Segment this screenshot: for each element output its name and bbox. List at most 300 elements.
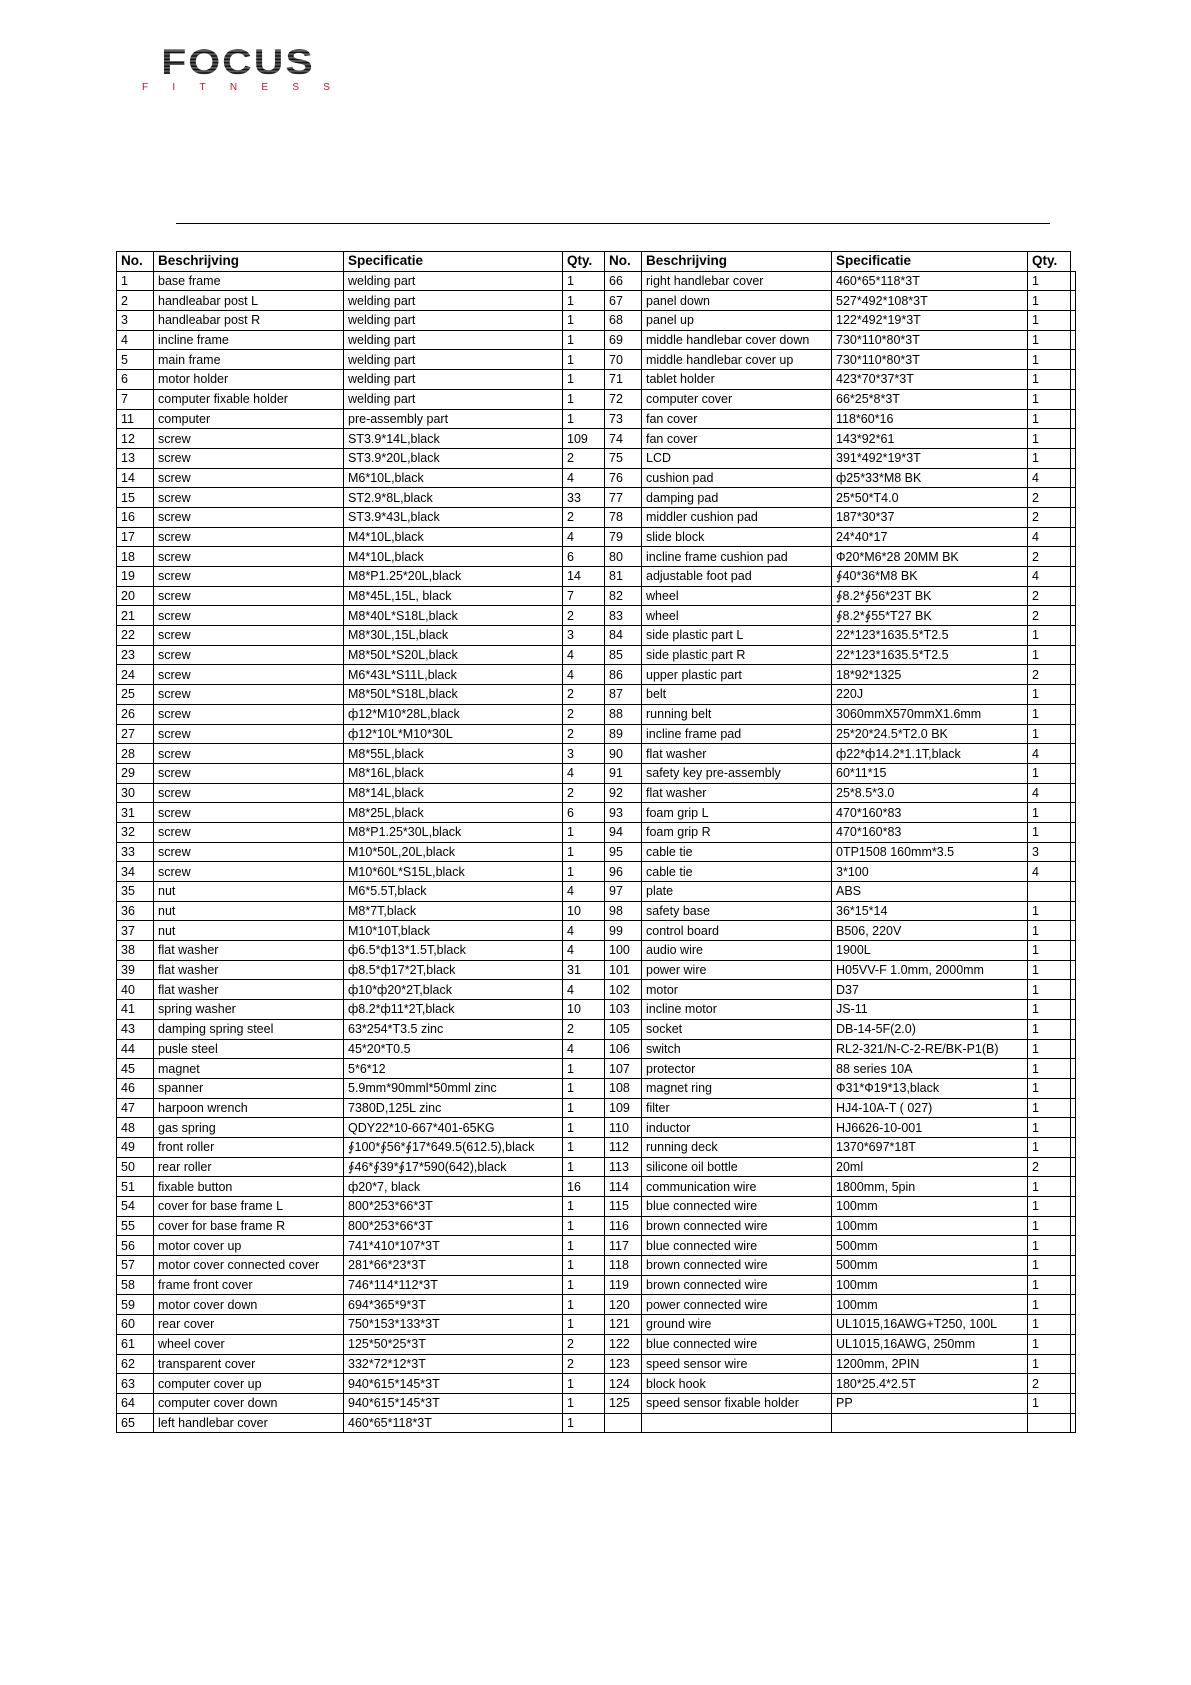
part-number: 56 bbox=[117, 1236, 154, 1256]
part-number: 105 bbox=[605, 1019, 642, 1039]
part-specification: ST3.9*14L,black bbox=[344, 429, 563, 449]
part-description: pusle steel bbox=[154, 1039, 344, 1059]
part-quantity: 1 bbox=[563, 1137, 605, 1157]
table-row bbox=[117, 1275, 1076, 1295]
part-quantity: 109 bbox=[563, 429, 605, 449]
part-quantity: 4 bbox=[1028, 783, 1071, 803]
part-description: main frame bbox=[154, 350, 344, 370]
part-quantity: 2 bbox=[1028, 1374, 1071, 1394]
part-number: 4 bbox=[117, 330, 154, 350]
part-number: 17 bbox=[117, 527, 154, 547]
table-row bbox=[117, 1177, 1076, 1197]
part-number: 39 bbox=[117, 960, 154, 980]
brand-logo bbox=[142, 40, 334, 93]
part-specification: ф8.5*ф17*2T,black bbox=[344, 960, 563, 980]
table-edge bbox=[1071, 980, 1076, 1000]
table-edge bbox=[1071, 1019, 1076, 1039]
part-quantity: 1 bbox=[1028, 685, 1071, 705]
part-number: 50 bbox=[117, 1157, 154, 1177]
part-specification: 500mm bbox=[832, 1236, 1028, 1256]
part-specification: Ф31*Ф19*13,black bbox=[832, 1078, 1028, 1098]
table-row bbox=[117, 311, 1076, 331]
part-description: screw bbox=[154, 744, 344, 764]
part-description: blue connected wire bbox=[642, 1197, 832, 1217]
part-number: 69 bbox=[605, 330, 642, 350]
part-description: screw bbox=[154, 645, 344, 665]
part-quantity: 1 bbox=[563, 311, 605, 331]
table-row bbox=[117, 370, 1076, 390]
part-quantity: 1 bbox=[1028, 389, 1071, 409]
part-quantity: 2 bbox=[563, 448, 605, 468]
table-edge bbox=[1071, 842, 1076, 862]
part-number: 47 bbox=[117, 1098, 154, 1118]
part-specification: ST3.9*43L,black bbox=[344, 507, 563, 527]
part-specification: welding part bbox=[344, 311, 563, 331]
part-number: 40 bbox=[117, 980, 154, 1000]
part-specification: 125*50*25*3T bbox=[344, 1334, 563, 1354]
part-description: damping pad bbox=[642, 488, 832, 508]
table-edge bbox=[1071, 941, 1076, 961]
part-quantity: 4 bbox=[563, 645, 605, 665]
part-description: side plastic part L bbox=[642, 626, 832, 646]
part-specification: 746*114*112*3T bbox=[344, 1275, 563, 1295]
part-number: 83 bbox=[605, 606, 642, 626]
part-specification: M10*50L,20L,black bbox=[344, 842, 563, 862]
part-specification: 100mm bbox=[832, 1275, 1028, 1295]
part-description: belt bbox=[642, 685, 832, 705]
table-edge bbox=[1071, 468, 1076, 488]
table-row bbox=[117, 507, 1076, 527]
part-description: frame front cover bbox=[154, 1275, 344, 1295]
part-description: right handlebar cover bbox=[642, 271, 832, 291]
part-description: rear cover bbox=[154, 1315, 344, 1335]
part-number: 58 bbox=[117, 1275, 154, 1295]
part-quantity: 1 bbox=[1028, 1393, 1071, 1413]
table-row bbox=[117, 921, 1076, 941]
table-row bbox=[117, 1059, 1076, 1079]
part-number: 66 bbox=[605, 271, 642, 291]
table-row bbox=[117, 448, 1076, 468]
logo-letter: T bbox=[199, 82, 206, 93]
part-quantity: 16 bbox=[563, 1177, 605, 1197]
part-description: computer cover down bbox=[154, 1393, 344, 1413]
part-description: motor holder bbox=[154, 370, 344, 390]
part-quantity: 1 bbox=[1028, 763, 1071, 783]
part-number: 16 bbox=[117, 507, 154, 527]
part-description: block hook bbox=[642, 1374, 832, 1394]
part-quantity: 4 bbox=[1028, 468, 1071, 488]
part-number: 68 bbox=[605, 311, 642, 331]
part-number: 102 bbox=[605, 980, 642, 1000]
part-specification: H05VV-F 1.0mm, 2000mm bbox=[832, 960, 1028, 980]
part-number: 44 bbox=[117, 1039, 154, 1059]
part-quantity: 3 bbox=[563, 744, 605, 764]
part-number: 29 bbox=[117, 763, 154, 783]
logo-letter: S bbox=[323, 82, 330, 93]
table-edge bbox=[1071, 645, 1076, 665]
part-description: cable tie bbox=[642, 862, 832, 882]
part-quantity: 4 bbox=[563, 468, 605, 488]
part-specification: 741*410*107*3T bbox=[344, 1236, 563, 1256]
table-edge bbox=[1071, 606, 1076, 626]
part-number: 84 bbox=[605, 626, 642, 646]
table-row bbox=[117, 291, 1076, 311]
part-specification: 460*65*118*3T bbox=[344, 1413, 563, 1433]
part-specification: M4*10L,black bbox=[344, 547, 563, 567]
table-row bbox=[117, 409, 1076, 429]
part-number: 2 bbox=[117, 291, 154, 311]
part-number: 32 bbox=[117, 822, 154, 842]
part-description: base frame bbox=[154, 271, 344, 291]
table-edge bbox=[1071, 1039, 1076, 1059]
part-number: 75 bbox=[605, 448, 642, 468]
part-description: wheel cover bbox=[154, 1334, 344, 1354]
part-specification: D37 bbox=[832, 980, 1028, 1000]
table-edge bbox=[1071, 507, 1076, 527]
part-number: 27 bbox=[117, 724, 154, 744]
part-description: safety key pre-assembly bbox=[642, 763, 832, 783]
part-description: handleabar post L bbox=[154, 291, 344, 311]
part-quantity: 1 bbox=[1028, 311, 1071, 331]
part-description: power connected wire bbox=[642, 1295, 832, 1315]
part-description: nut bbox=[154, 901, 344, 921]
part-description: plate bbox=[642, 882, 832, 902]
part-quantity: 2 bbox=[1028, 507, 1071, 527]
part-number: 74 bbox=[605, 429, 642, 449]
table-edge bbox=[1071, 921, 1076, 941]
header-no: No. bbox=[117, 252, 154, 272]
part-specification: pre-assembly part bbox=[344, 409, 563, 429]
part-quantity: 1 bbox=[1028, 1039, 1071, 1059]
part-description: cable tie bbox=[642, 842, 832, 862]
part-quantity: 4 bbox=[563, 527, 605, 547]
part-specification: M8*50L*S20L,black bbox=[344, 645, 563, 665]
part-quantity: 1 bbox=[563, 1256, 605, 1276]
part-description: fan cover bbox=[642, 409, 832, 429]
part-number: 118 bbox=[605, 1256, 642, 1276]
part-description: cushion pad bbox=[642, 468, 832, 488]
part-number: 88 bbox=[605, 704, 642, 724]
part-specification: 118*60*16 bbox=[832, 409, 1028, 429]
part-specification: M8*7T,black bbox=[344, 901, 563, 921]
part-description: screw bbox=[154, 507, 344, 527]
table-edge bbox=[1071, 389, 1076, 409]
part-number: 93 bbox=[605, 803, 642, 823]
part-specification: 24*40*17 bbox=[832, 527, 1028, 547]
table-edge bbox=[1071, 1393, 1076, 1413]
part-description: fan cover bbox=[642, 429, 832, 449]
table-row bbox=[117, 586, 1076, 606]
table-row bbox=[117, 882, 1076, 902]
table-edge bbox=[1071, 862, 1076, 882]
part-specification: 940*615*145*3T bbox=[344, 1393, 563, 1413]
table-edge bbox=[1071, 1078, 1076, 1098]
part-specification: 5*6*12 bbox=[344, 1059, 563, 1079]
part-specification: welding part bbox=[344, 291, 563, 311]
table-row bbox=[117, 1216, 1076, 1236]
part-quantity: 10 bbox=[563, 901, 605, 921]
part-description: cover for base frame L bbox=[154, 1197, 344, 1217]
part-quantity: 1 bbox=[1028, 448, 1071, 468]
part-description: screw bbox=[154, 783, 344, 803]
part-description: screw bbox=[154, 803, 344, 823]
part-number: 116 bbox=[605, 1216, 642, 1236]
part-specification: 122*492*19*3T bbox=[832, 311, 1028, 331]
part-number: 67 bbox=[605, 291, 642, 311]
part-number: 3 bbox=[117, 311, 154, 331]
part-specification: 500mm bbox=[832, 1256, 1028, 1276]
part-description: brown connected wire bbox=[642, 1275, 832, 1295]
table-edge bbox=[1071, 1354, 1076, 1374]
table-edge bbox=[1071, 252, 1076, 272]
part-description: flat washer bbox=[642, 744, 832, 764]
part-number: 46 bbox=[117, 1078, 154, 1098]
fitness-subtitle bbox=[142, 83, 330, 93]
part-number: 23 bbox=[117, 645, 154, 665]
part-number: 99 bbox=[605, 921, 642, 941]
table-row bbox=[117, 547, 1076, 567]
part-number: 21 bbox=[117, 606, 154, 626]
part-quantity: 4 bbox=[1028, 567, 1071, 587]
part-quantity: 1 bbox=[563, 1315, 605, 1335]
part-description: damping spring steel bbox=[154, 1019, 344, 1039]
table-edge bbox=[1071, 803, 1076, 823]
part-quantity: 4 bbox=[563, 665, 605, 685]
part-description: screw bbox=[154, 527, 344, 547]
part-number: 49 bbox=[117, 1137, 154, 1157]
part-quantity: 4 bbox=[1028, 862, 1071, 882]
part-specification: 63*254*T3.5 zinc bbox=[344, 1019, 563, 1039]
part-number: 98 bbox=[605, 901, 642, 921]
header-qty: Qty. bbox=[1028, 252, 1071, 272]
part-specification: 281*66*23*3T bbox=[344, 1256, 563, 1276]
part-specification: 391*492*19*3T bbox=[832, 448, 1028, 468]
part-description: computer fixable holder bbox=[154, 389, 344, 409]
part-quantity bbox=[1028, 1413, 1071, 1433]
part-quantity: 1 bbox=[563, 1078, 605, 1098]
part-specification: 25*20*24.5*T2.0 BK bbox=[832, 724, 1028, 744]
table-edge bbox=[1071, 665, 1076, 685]
part-quantity: 4 bbox=[1028, 744, 1071, 764]
part-specification: M8*30L,15L,black bbox=[344, 626, 563, 646]
part-description: switch bbox=[642, 1039, 832, 1059]
part-description: running deck bbox=[642, 1137, 832, 1157]
part-number: 65 bbox=[117, 1413, 154, 1433]
part-description: screw bbox=[154, 862, 344, 882]
part-description: brown connected wire bbox=[642, 1216, 832, 1236]
part-quantity: 1 bbox=[563, 1413, 605, 1433]
table-row bbox=[117, 626, 1076, 646]
part-number: 76 bbox=[605, 468, 642, 488]
part-quantity bbox=[1028, 882, 1071, 902]
part-quantity: 2 bbox=[563, 606, 605, 626]
table-row bbox=[117, 389, 1076, 409]
table-edge bbox=[1071, 960, 1076, 980]
part-number: 89 bbox=[605, 724, 642, 744]
part-specification: M8*55L,black bbox=[344, 744, 563, 764]
table-row bbox=[117, 527, 1076, 547]
part-number: 100 bbox=[605, 941, 642, 961]
part-specification: M8*P1.25*20L,black bbox=[344, 567, 563, 587]
table-edge bbox=[1071, 882, 1076, 902]
part-specification: ф22*ф14.2*1.1T,black bbox=[832, 744, 1028, 764]
part-number: 34 bbox=[117, 862, 154, 882]
part-quantity: 6 bbox=[563, 547, 605, 567]
table-edge bbox=[1071, 291, 1076, 311]
table-row bbox=[117, 665, 1076, 685]
table-edge bbox=[1071, 429, 1076, 449]
part-specification: 180*25.4*2.5T bbox=[832, 1374, 1028, 1394]
part-quantity: 1 bbox=[1028, 1118, 1071, 1138]
part-specification: 36*15*14 bbox=[832, 901, 1028, 921]
part-description: spring washer bbox=[154, 1000, 344, 1020]
table-edge bbox=[1071, 1275, 1076, 1295]
part-specification: 332*72*12*3T bbox=[344, 1354, 563, 1374]
part-specification: M8*45L,15L, black bbox=[344, 586, 563, 606]
part-description: screw bbox=[154, 724, 344, 744]
table-row bbox=[117, 1019, 1076, 1039]
part-quantity: 1 bbox=[1028, 1256, 1071, 1276]
part-number: 36 bbox=[117, 901, 154, 921]
part-quantity: 1 bbox=[563, 271, 605, 291]
part-description: wheel bbox=[642, 586, 832, 606]
part-specification: 470*160*83 bbox=[832, 803, 1028, 823]
part-specification: ф12*M10*28L,black bbox=[344, 704, 563, 724]
part-specification: ∮8.2*∮55*T27 BK bbox=[832, 606, 1028, 626]
part-specification: RL2-321/N-C-2-RE/BK-P1(B) bbox=[832, 1039, 1028, 1059]
part-quantity: 2 bbox=[563, 1019, 605, 1039]
part-specification: M8*P1.25*30L,black bbox=[344, 822, 563, 842]
table-edge bbox=[1071, 330, 1076, 350]
part-quantity: 2 bbox=[563, 1334, 605, 1354]
part-quantity: 4 bbox=[1028, 527, 1071, 547]
part-specification: DB-14-5F(2.0) bbox=[832, 1019, 1028, 1039]
part-specification: ф20*7, black bbox=[344, 1177, 563, 1197]
table-edge bbox=[1071, 1098, 1076, 1118]
part-quantity: 2 bbox=[563, 507, 605, 527]
part-specification: 423*70*37*3T bbox=[832, 370, 1028, 390]
part-specification: ∮8.2*∮56*23T BK bbox=[832, 586, 1028, 606]
part-description: motor cover connected cover bbox=[154, 1256, 344, 1276]
part-description: computer cover bbox=[642, 389, 832, 409]
header-specification: Specificatie bbox=[344, 252, 563, 272]
part-number: 70 bbox=[605, 350, 642, 370]
part-specification: ∮100*∮56*∮17*649.5(612.5),black bbox=[344, 1137, 563, 1157]
part-description: screw bbox=[154, 448, 344, 468]
part-number: 54 bbox=[117, 1197, 154, 1217]
part-description: spanner bbox=[154, 1078, 344, 1098]
part-number: 5 bbox=[117, 350, 154, 370]
part-number: 1 bbox=[117, 271, 154, 291]
part-number: 109 bbox=[605, 1098, 642, 1118]
part-number: 38 bbox=[117, 941, 154, 961]
part-description: flat washer bbox=[642, 783, 832, 803]
table-row bbox=[117, 271, 1076, 291]
part-description: transparent cover bbox=[154, 1354, 344, 1374]
part-number: 90 bbox=[605, 744, 642, 764]
part-number: 97 bbox=[605, 882, 642, 902]
part-number: 37 bbox=[117, 921, 154, 941]
part-quantity: 3 bbox=[1028, 842, 1071, 862]
part-description: computer cover up bbox=[154, 1374, 344, 1394]
part-description: incline frame cushion pad bbox=[642, 547, 832, 567]
part-specification: UL1015,16AWG+T250, 100L bbox=[832, 1315, 1028, 1335]
table-edge bbox=[1071, 1295, 1076, 1315]
part-description: screw bbox=[154, 547, 344, 567]
part-description: blue connected wire bbox=[642, 1236, 832, 1256]
part-specification: ф12*10L*M10*30L bbox=[344, 724, 563, 744]
part-description: cover for base frame R bbox=[154, 1216, 344, 1236]
part-description: ground wire bbox=[642, 1315, 832, 1335]
part-number: 91 bbox=[605, 763, 642, 783]
part-quantity: 1 bbox=[1028, 960, 1071, 980]
part-quantity: 1 bbox=[563, 1197, 605, 1217]
part-number: 78 bbox=[605, 507, 642, 527]
part-description: tablet holder bbox=[642, 370, 832, 390]
part-number: 114 bbox=[605, 1177, 642, 1197]
table-row bbox=[117, 468, 1076, 488]
part-specification: 66*25*8*3T bbox=[832, 389, 1028, 409]
part-quantity: 1 bbox=[1028, 1177, 1071, 1197]
part-description: power wire bbox=[642, 960, 832, 980]
part-quantity: 1 bbox=[563, 1157, 605, 1177]
part-specification: 940*615*145*3T bbox=[344, 1374, 563, 1394]
part-specification: 3060mmX570mmX1.6mm bbox=[832, 704, 1028, 724]
part-number: 125 bbox=[605, 1393, 642, 1413]
table-edge bbox=[1071, 1256, 1076, 1276]
part-number: 106 bbox=[605, 1039, 642, 1059]
part-description: filter bbox=[642, 1098, 832, 1118]
part-number: 115 bbox=[605, 1197, 642, 1217]
part-quantity: 2 bbox=[563, 783, 605, 803]
part-quantity: 1 bbox=[563, 1393, 605, 1413]
part-number: 41 bbox=[117, 1000, 154, 1020]
table-row bbox=[117, 1315, 1076, 1335]
part-quantity: 2 bbox=[1028, 547, 1071, 567]
part-description: screw bbox=[154, 567, 344, 587]
part-specification: 1370*697*18T bbox=[832, 1137, 1028, 1157]
part-specification: 730*110*80*3T bbox=[832, 350, 1028, 370]
table-row bbox=[117, 488, 1076, 508]
part-description: brown connected wire bbox=[642, 1256, 832, 1276]
part-quantity: 1 bbox=[1028, 1295, 1071, 1315]
part-description: speed sensor wire bbox=[642, 1354, 832, 1374]
table-edge bbox=[1071, 704, 1076, 724]
part-specification: 18*92*1325 bbox=[832, 665, 1028, 685]
part-quantity: 2 bbox=[563, 704, 605, 724]
part-number: 18 bbox=[117, 547, 154, 567]
part-quantity: 1 bbox=[1028, 1019, 1071, 1039]
table-edge bbox=[1071, 1118, 1076, 1138]
part-specification: 187*30*37 bbox=[832, 507, 1028, 527]
part-specification: 100mm bbox=[832, 1216, 1028, 1236]
part-number: 73 bbox=[605, 409, 642, 429]
part-specification: 0TP1508 160mm*3.5 bbox=[832, 842, 1028, 862]
part-quantity: 1 bbox=[1028, 350, 1071, 370]
header-rule bbox=[176, 223, 1050, 224]
table-row bbox=[117, 1236, 1076, 1256]
part-number: 33 bbox=[117, 842, 154, 862]
part-quantity: 10 bbox=[563, 1000, 605, 1020]
table-row bbox=[117, 685, 1076, 705]
part-specification: 143*92*61 bbox=[832, 429, 1028, 449]
table-row bbox=[117, 1039, 1076, 1059]
part-description: inductor bbox=[642, 1118, 832, 1138]
table-edge bbox=[1071, 724, 1076, 744]
part-number: 103 bbox=[605, 1000, 642, 1020]
table-edge bbox=[1071, 350, 1076, 370]
part-quantity: 2 bbox=[563, 685, 605, 705]
